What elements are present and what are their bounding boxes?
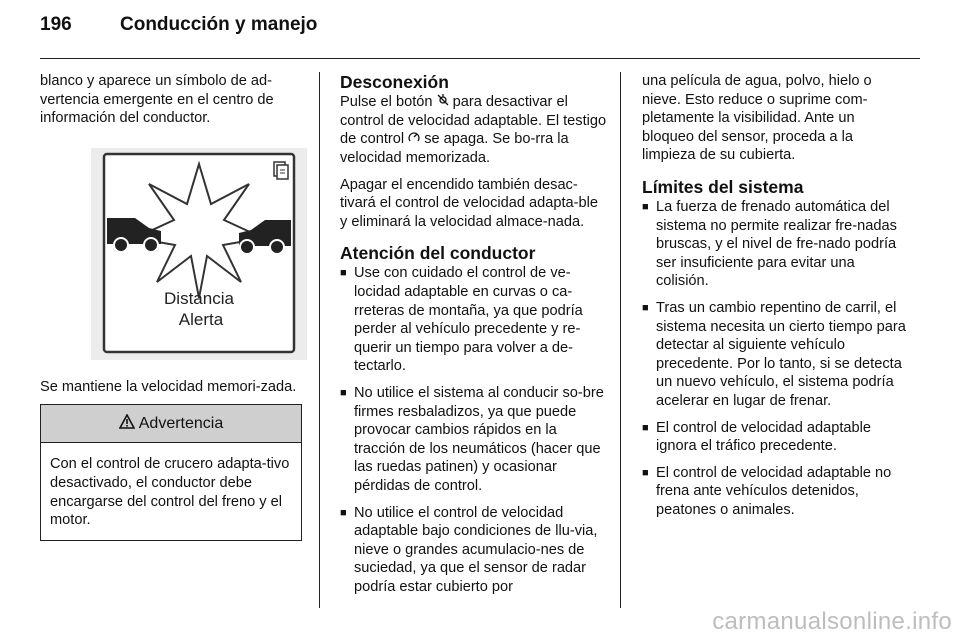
list-item: ■ El control de velocidad adaptable ignora el tráfico precedente. — [642, 419, 910, 456]
distance-alert-display — [91, 148, 307, 360]
list-item: ■ La fuerza de frenado automática del sistema no permite realizar fre-nadas bruscas, y el nivel de fre-nado podría ser insuficiente para evitar una colisión. — [642, 198, 910, 291]
column-3 — [642, 72, 910, 527]
speed-paragraph: Se mantiene la velocidad memori-zada. — [40, 378, 297, 395]
list-item: ■ No utilice el sistema al conducir so-bre firmes resbaladizos, ya que puede provocar cambios rápidos en la tracción de los neumáticos (hacer que las ruedas patinen) y ocasionar pérdidas de control. — [340, 384, 608, 496]
header-rule — [40, 58, 920, 59]
warning-triangle-icon — [119, 414, 135, 435]
cruise-cancel-button-icon — [437, 93, 449, 112]
figure-label-line2: Alerta — [178, 309, 224, 329]
disconnect-heading: Desconexión — [340, 72, 449, 92]
list-item: ■ El control de velocidad adaptable no frena ante vehículos detenidos, peatones o animales. — [642, 464, 910, 520]
list-item: ■ No utilice el control de velocidad adaptable bajo condiciones de llu-via, nieve o grandes acumulacio-nes de suciedad, ya que el sensor de radar podría estar cubierto por — [340, 504, 608, 597]
intro-paragraph: blanco y aparece un símbolo de ad-vertencia emergente en el centro de información del conductor. — [40, 73, 274, 127]
page-header — [40, 14, 920, 54]
warning-body: Con el control de crucero adapta-tivo desactivado, el conductor debe encargarse del control del freno y el motor. — [50, 456, 290, 529]
disconnect-paragraph-1 — [340, 93, 608, 168]
column-divider — [319, 72, 320, 608]
figure-label-line1: Distancia — [164, 288, 234, 308]
column-2 — [340, 72, 608, 605]
watermark: carmanualsonline.info — [712, 608, 952, 635]
disconnect-text-b: para desactivar el control de velocidad adaptable. El testigo de control — [340, 94, 607, 148]
disconnect-paragraph-2: Apagar el encendido también desac-tivará el control de velocidad adapta-ble y eliminará la velocidad almace-nada. — [340, 176, 598, 230]
attention-heading: Atención del conductor — [340, 243, 536, 264]
warning-box — [40, 404, 302, 540]
attention-list — [340, 264, 608, 596]
list-item: ■ Tras un cambio repentino de carril, el sistema necesita un cierto tiempo para detectar al siguiente vehículo precedente. Por lo tanto, si se detecta un nuevo vehículo, el sistema podría acelerar en lugar de frenar. — [642, 299, 910, 411]
limits-list — [642, 198, 910, 520]
warning-header — [41, 405, 301, 443]
list-item: ■ Use con cuidado el control de ve-locidad adaptable en curvas o ca-rreteras de montaña, ya que podría perder al vehículo precedente y re-querir un tiempo para volver a de-tectarlo. — [340, 264, 608, 376]
column-divider — [620, 72, 621, 608]
continued-paragraph: una película de agua, polvo, hielo o nieve. Esto reduce o suprime com-pletamente la visibilidad. Ante un bloqueo del sensor, proceda a la limpieza de su cubierta. — [642, 73, 872, 164]
column-1 — [40, 72, 306, 541]
limits-heading: Límites del sistema — [642, 176, 804, 197]
page-number: 196 — [40, 14, 72, 35]
cruise-control-indicator-icon — [408, 130, 420, 149]
distance-alert-figure — [91, 148, 307, 360]
warning-title: Advertencia — [138, 414, 224, 432]
disconnect-text-a: Pulse el botón — [340, 94, 433, 111]
disconnect-text-c: se apaga. Se bo-rra la velocidad memorizada. — [340, 131, 569, 167]
chapter-title: Conducción y manejo — [120, 14, 318, 35]
